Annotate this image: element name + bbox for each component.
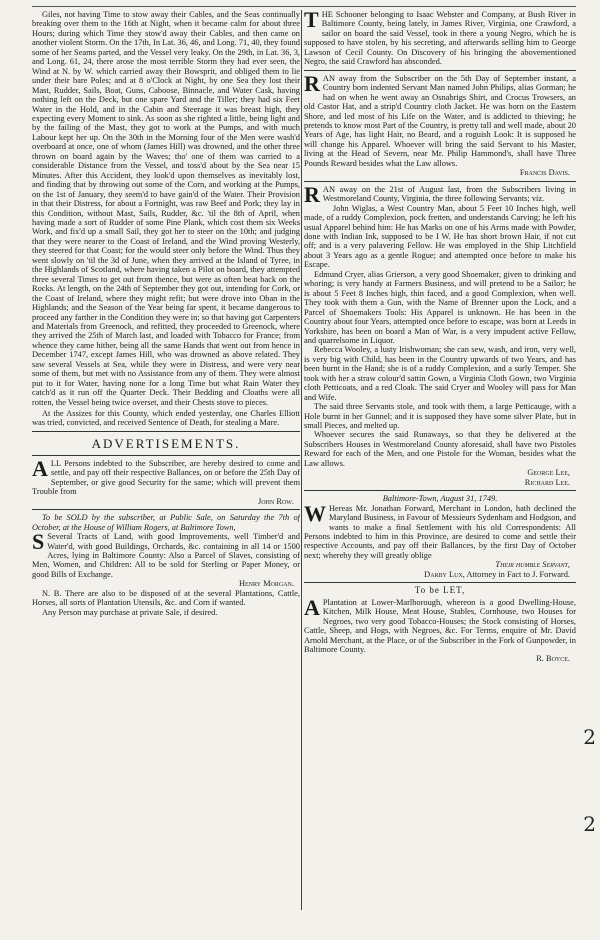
- ad-schooner: [304, 10, 576, 67]
- ad-sale-private: Any Person may purchase at private Sale, if desired.: [42, 607, 218, 617]
- column-divider: [301, 10, 302, 910]
- drop-cap: A: [32, 455, 48, 481]
- ad-sale: [32, 529, 300, 579]
- ad-forward: [304, 500, 576, 561]
- ad-sale-nb: N. B. There are also to be disposed of at the several Plantations, Cattle, Horses, all sorts of Plantation Utensils, &c. and Corn if wanted.: [32, 588, 300, 608]
- ad-let-heading: To be LET,: [414, 585, 466, 596]
- news-storm-story: Giles, not having Time to stow away their Cables, and the Seas continually breaking over them to the 16th at Night, when it became calm for about three Hours; during which Time they stow'd away their Cables, and then came on another violent Storm. On the 17th, In Lat. 36, 46, and Long. 71, 40, they found some of her Seams parted, and the Vessel very leaky. On the 29th, in Lat. 36, 3, and Long. 61, 24, there arose the most terrible Storm they had ever seen, the Wind at N. by W. which carried away their Bowsprit, and obliged them to lie under their bare Poles; and at 8 o'Clock at Night, by one Sea they lost their Mast, Rudder, Sails, Boat, Guns, Caboose, Binnacle, and Water Cask, having nothing left on the Deck, but one spare Yard and the Tiller; they had six Feet Water in the Hold, and in the Cabin and Steerage it was breast high, they expecting every Moment to sink. As soon as she righted a little, being light and by the failing of the Mast, they got to work at the Pumps, and with much Labour kept her up. On the 30th in the Morning four of the Men were wash'd overboard at once, one of whom (James Hill) was drowned, and the other three thrown on board again by the Waves; tho' one of them was carried to a considerable Distance from the Vessel, and toss'd about by the Sea near 15 Minutes. After this Accident, they look'd upon themselves as inevitably lost, and finding that by throwing out some of the Corn, and working at the Pumps, on the 1st of January, they seem'd to have gain'd of the Water. Their Provision in that their Distress, for about a Fortnight, was raw Beef and Pork; they lay in this Condition, without Mast, Sails, Rudder, &c. 'til the 8th of April, when having made a sort of Rudder of some Pine Plank, which cost them six Weeks Work, and fix'd up a small Sail, they got her to steer on the 10th; and judging that they were nearer to the Coast of Ireland, and the Wind proving Westerly, they steered for that Coast; for the would steer only before the Wind. Thus they went slowly on 'til the 3d of June, when they arrived at the Island of Tyree, in the Highlands of Scotland, where having taken a Pilot on board, they attempted three several Times to get out from thence, but were as often beat back on the Rocks. At length, on the 24th of September they got out, intending for Cork, or the Coast of Ireland, where they might refit; but were drove into Oban in the Highlands; and the Season of the Year being far spent, it became dangerous to proceed any farther in the Condition they were in; so that having got Carpenters and Materials from Greenock, and refitted, they proceeded to Greenock, where they arrived the 25th of March last, and loaded with Tobacco for France; from whence they came hither, being all the same Hands that went out from hence in December 1747, except James Hill, who was drowned as above related. They saw several Vessels at Sea, while they were in Distress, and were very near some of them, but met with no Assistance from any of them. They were almost put to it for Water, having none for a long Time but what Rain Water they catch'd as it run off the Quarter Deck. Their Bedding and Cloaths were all rotten, the Vessel being twice overset, and their Chests stove to pieces.: [32, 10, 300, 407]
- drop-cap: A: [304, 594, 320, 620]
- divider: [304, 582, 576, 583]
- divider: [304, 181, 576, 182]
- ad-forward-dateline: Baltimore-Town, August 31, 1749.: [382, 494, 498, 504]
- ad-john-row-text: LL Persons indebted to the Subscriber, are hereby desired to come and settle, and pay off their respective Ballances, on or before the 25th Day of September, or give good Security for the same; which will prevent them Trouble from: [32, 458, 300, 497]
- ad-runaway-philips-text: AN away from the Subscriber on the 5th Day of September instant, a Country born indented Servant Man named John Philips, alias Gorman; he had on when he went away an Osnabrigs Shirt, and Crocus Trowsers, an old Castor Hat, and a strip'd Country cloth Jacket. He was born on the Eastern Shore, and led most of his Life on the Water, and is addicted to thieving; he pretends to know most Part of the Country, is pretty tall and well made, about 20 Years of Age, has light Hair, no Beard, and a roguish Look: It is supposed he will change his Apparel. Whoever will bring the said Servant to his Master, living at the Head of Severn, near Mr. Philip Hammond's, shall have Three Pounds Reward besides what the Law allows.: [304, 73, 576, 168]
- divider: [32, 509, 300, 510]
- divider: [32, 431, 300, 432]
- drop-cap: W: [304, 500, 326, 526]
- margin-mark-2: 2: [583, 812, 596, 836]
- ad-runaway-philips-signature: Francis Davis.: [519, 168, 570, 178]
- divider: [32, 455, 300, 456]
- ad-forward-attorney: Attorney in Fact to J. Forward.: [466, 569, 570, 579]
- ad-forward-text: Hereas Mr. Jonathan Forward, Merchant in London, hath declined the Maryland Business, in Favour of Messieurs Sydenham and Hodgson, and wants to make a final Settlement with his old Correspondents: All Persons indebted to him in this Province, are desired to come and settle their respective Accounts, and pay off their Ballances, by the first Day of October next; whereby they will greatly oblige: [304, 503, 576, 560]
- ad-let-signature: R. Boyce.: [536, 654, 570, 664]
- drop-cap: R: [304, 70, 320, 96]
- ad-sale-intro: To be SOLD by the subscriber, at Public Sale, on Saturday the 7th of October, at the House of William Rogers, at Baltimore Town,: [32, 513, 300, 532]
- advertisements-heading: ADVERTISEMENTS.: [91, 435, 241, 451]
- ad-john-row: [32, 455, 300, 497]
- ad-servant-wooley: Rebecca Wooley, a lusty Irishwoman; she can sew, wash, and iron, very well, is very big with Child, has been in the Country upwards of two Years, and has been burnt in the Hand; she is of a ruddy Complexion, and a surly Temper. She took with her a straw colour'd sattin Gown, a Virginia Cloth Gown, two Virginia cloth Petticoats, and a red Cloak. The said Cryer and Wooley will pass for Man and Wife.: [304, 345, 576, 402]
- margin-mark-1: 2: [583, 725, 596, 749]
- ad-schooner-text: HE Schooner belonging to Isaac Webster and Company, at Bush River in Baltimore County, being lately, in James River, Virginia, one Crawford, a sailor on board the said Vessel, took in there a young Negro, which he is supposed to have stolen, by his secreting, and afterwards selling him to George Lawson of Cecil County. On Discovery of his bringing the abovementioned Negro, the said Crawford has absconded.: [304, 10, 576, 67]
- ad-servant-cryer: Edmund Cryer, alias Grierson, a very good Shoemaker, given to drinking and whoring; is very handy at Farmers Business, and will pretend to be a Sailor; he is about 5 Feet 8 Inches high, thin faced, and a good Complexion, when well. They took with them a Gun, with the Name of Brenner upon the Lock, and a Parcel of Shoemakers Tools: His Apparel is unknown. He has been in the Country about four Years, attempted once before to escape, was born at Leeds in Yorkshire, has been on board a Man of War, is a very impudent active Fellow, and quarrelsome in Liquor.: [304, 269, 576, 345]
- ad-servants-reward: Whoever secures the said Runaways, so that they be delivered at the Subscribers Houses in Westmoreland County aforesaid, shall have two Pistoles Reward for each of the Men, and one Pistole for the Woman, besides what the Law allows.: [304, 430, 576, 468]
- divider: [304, 490, 576, 491]
- ad-runaway-philips: [304, 70, 576, 169]
- ad-sale-text: Several Tracts of Land, with good Improvements, well Timber'd and Water'd, with good Buildings, Orchards, &c. containing in all 14 or 1500 Acres, lying in Baltimore County: Also a Parcel of Slaves, consisting of Men, Women, and Children: All to be sold for Sterling or Paper Money, or good Bills of Exchange.: [32, 532, 300, 579]
- ad-servants-signature-1: George Lee,: [527, 468, 570, 478]
- ad-servant-wiglas: John Wiglas, a West Country Man, about 5 Feet 10 Inches high, well made, of a ruddy Complexion, pock fretten, and understands Carving; he left his usual Apparel behind him: He has Marks on one of his Arms made with Powder, done with Indian Ink, supposed to be I W. He has short brown Hair, if not cut off; and is a very palavering Fellow. He was employed in the Ship Litchfield about 3 Years ago as a gentle Rogue; and attempted once before to make his Escape.: [304, 203, 576, 270]
- ad-sale-signature: Henry Morgan.: [238, 579, 294, 589]
- ad-let-text: Plantation at Lower-Marlborough, whereon is a good Dwelling-House, Kitchen, Milk House, Meat House, Stables, Cornhouse, two Houses for Negroes, two very good Tobacco-Houses; the Stock consisting of Horses, Cattle, Sheep, and Hogs, with Negroes, &c. For Terms, enquire of Mr. David Arnold Merchant, at the Place, or of the Subscriber in the Fork of Gunpowder, in Baltimore County.: [304, 597, 576, 654]
- drop-cap: R: [304, 181, 320, 207]
- divider: [304, 70, 576, 71]
- ad-forward-closing: Their humble Servant,: [495, 560, 570, 570]
- drop-cap: S: [32, 529, 45, 555]
- ad-forward-signer: Darby Lux,: [424, 569, 465, 579]
- top-rule: [32, 6, 576, 7]
- ad-runaway-servants-text: AN away on the 21st of August last, from the Subscribers living in Westmoreland County, Virginia, the three following Servants; viz.: [322, 184, 576, 204]
- ad-forward-signature: [304, 570, 576, 579]
- ad-john-row-signature: John Row.: [257, 496, 294, 506]
- drop-cap: T: [304, 10, 319, 32]
- right-column: [304, 10, 576, 664]
- news-assizes: At the Assizes for this County, which ended yesterday, one Charles Elliott was tried, convicted, and received Sentence of Death, for stealing a Mare.: [32, 409, 300, 428]
- ad-runaway-servants: [304, 181, 576, 207]
- left-column: [32, 10, 300, 617]
- ad-servants-stole: The said three Servants stole, and took with them, a large Petticauge, with a Hole burnt in her Gunnel; and it is supposed they have some silver Plate, but in small Pieces, and melted up.: [304, 402, 576, 431]
- ad-let: [304, 594, 576, 655]
- ad-servants-signature-2: Richard Lee.: [524, 477, 570, 487]
